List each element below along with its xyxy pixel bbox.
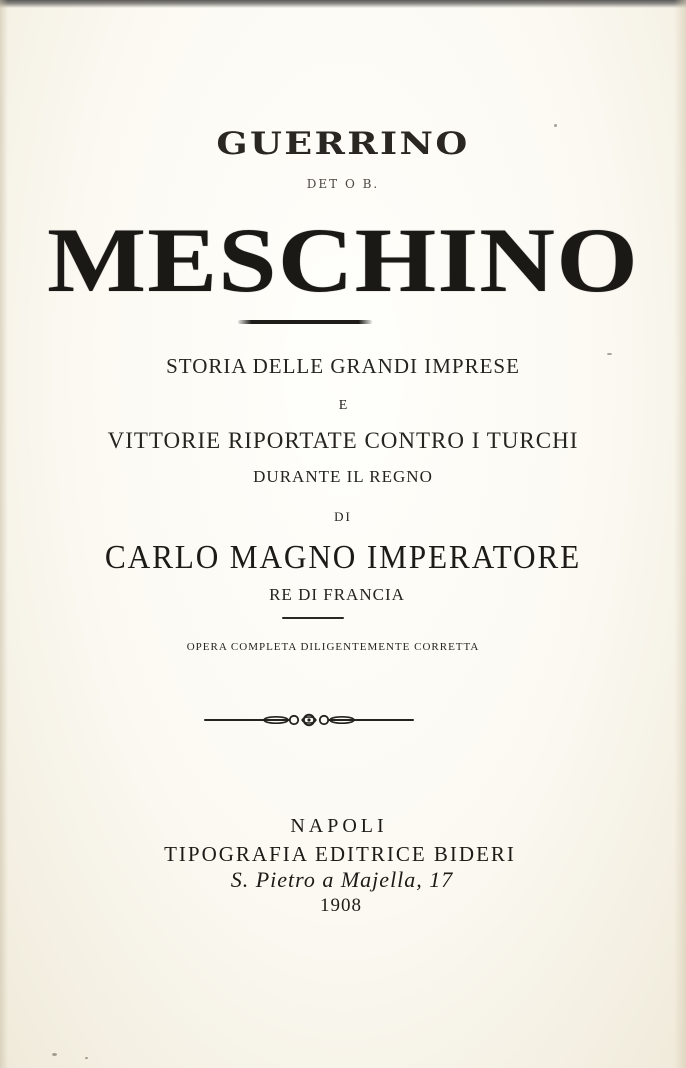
book-title-guerrino: GUERRINO <box>216 126 470 162</box>
paper-speck <box>607 353 612 355</box>
decorative-ornament <box>203 710 415 730</box>
book-title-meschino: MESCHINO <box>47 209 639 311</box>
subtitle-divider-rule <box>282 617 344 619</box>
imprint-publisher: TIPOGRAFIA EDITRICE BIDERI <box>164 842 516 866</box>
imprint-address: S. Pietro a Majella, 17 <box>230 867 454 892</box>
imprint-year: 1908 <box>320 895 362 916</box>
subtitle-line-re-di-francia: RE DI FRANCIA <box>269 585 405 604</box>
subtitle-line-e: E <box>338 398 348 413</box>
paper-speck <box>85 1057 88 1059</box>
subtitle-line-vittorie: VITTORIE RIPORTATE CONTRO I TURCHI <box>107 428 579 453</box>
subtitle-line-storia: STORIA DELLE GRANDI IMPRESE <box>166 354 520 378</box>
title-divider-rule <box>238 320 372 324</box>
subtitle-line-durante: DURANTE IL REGNO <box>253 467 433 486</box>
subtitle-line-carlo-magno: CARLO MAGNO IMPERATORE <box>104 539 582 576</box>
paper-speck <box>52 1053 57 1056</box>
subtitle-line-di: DI <box>334 509 352 524</box>
paper-speck <box>554 124 557 127</box>
imprint-city: NAPOLI <box>290 815 388 837</box>
book-title-article: DET O B. <box>306 177 380 191</box>
page-top-edge <box>0 0 686 8</box>
edition-note: OPERA COMPLETA DILIGENTEMENTE CORRETTA <box>186 641 480 653</box>
